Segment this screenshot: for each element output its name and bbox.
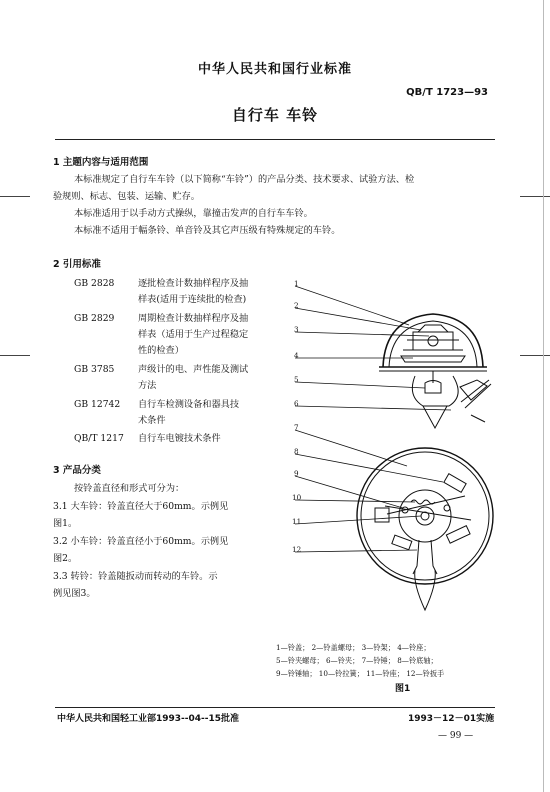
section-2-heading: 2 引用标准: [53, 259, 101, 270]
footer-rule: [55, 707, 495, 708]
figure-legend-line: 9—铃锤轴； 10—铃拉簧； 11—铃座； 12—铃扳手: [276, 669, 445, 678]
reference-row-3: [74, 362, 248, 377]
reference-row-2: [74, 311, 248, 326]
callout-number: 9: [294, 469, 299, 478]
reference-title-cont: 样表（适用于生产过程稳定: [138, 329, 249, 340]
scan-edge-line: [543, 0, 544, 792]
scan-edge-mark: [0, 196, 30, 197]
section-1-para-3: 本标准不适用于幅条铃、单音铃及其它声压级有特殊规定的车铃。: [74, 225, 341, 236]
section-3-heading: 3 产品分类: [53, 465, 101, 476]
reference-title: 声级计的电、声性能及测试: [138, 364, 249, 375]
reference-code: GB 2828: [74, 278, 115, 289]
reference-row-5: [74, 431, 221, 446]
callout-number: 3: [294, 325, 299, 334]
callout-number: 12: [292, 545, 302, 554]
callout-number: 4: [294, 351, 299, 360]
reference-title-cont: 方法: [138, 380, 157, 391]
section-3-intro: 按铃盖直径和形式可分为：: [74, 483, 185, 494]
reference-title-cont: 样表(适用于连续批的检查): [138, 294, 247, 305]
classification-3-2: 3.2 小车铃：铃盖直径小于60mm。示例见: [53, 536, 229, 547]
header-rule: [55, 139, 495, 140]
reference-code: GB 2829: [74, 313, 115, 324]
callout-number: 8: [294, 447, 299, 456]
approval-date: 中华人民共和国轻工业部1993--04--15批准: [57, 714, 240, 724]
reference-title-cont: 术条件: [138, 415, 166, 426]
bell-figure-drawing: [275, 270, 495, 630]
reference-title: 自行车电镀技术条件: [138, 433, 221, 444]
callout-number: 5: [294, 375, 299, 384]
classification-3-3-cont: 例见图3。: [53, 588, 96, 599]
reference-code: GB 3785: [74, 364, 115, 375]
classification-3-1: 3.1 大车铃：铃盖直径大于60mm。示例见: [53, 501, 229, 512]
classification-3-1-cont: 图1。: [53, 518, 78, 529]
callout-number: 11: [292, 517, 302, 526]
standard-name: 中华人民共和国行业标准: [197, 62, 352, 77]
document-title: 自行车 车铃: [231, 106, 319, 124]
reference-title: 逐批检查计数抽样程序及抽: [138, 278, 249, 289]
reference-title: 周期检查计数抽样程序及抽: [138, 313, 249, 324]
page-number: — 99 —: [438, 731, 474, 741]
reference-title-cont: 性的检查）: [138, 345, 184, 356]
scan-edge-mark: [0, 355, 30, 356]
figure-legend-line: 5—铃夹螺母； 6—铃夹； 7—铃锤； 8—铃底轴；: [276, 656, 438, 665]
figure-legend-line: 1—铃盖； 2—铃盖螺母； 3—铃架； 4—铃座；: [276, 643, 431, 652]
effective-date: 1993－12－01实施: [408, 714, 495, 724]
classification-3-3: 3.3 转铃：铃盖随扳动而转动的车铃。示: [53, 571, 218, 582]
reference-row-1: [74, 276, 248, 291]
reference-title: 自行车检测设备和器具技: [138, 399, 240, 410]
callout-number: 10: [292, 493, 302, 502]
callout-number: 7: [294, 423, 299, 432]
scan-edge-mark: [520, 196, 550, 197]
section-1-para-2: 本标准适用于以手动方式操纵，靠撞击发声的自行车车铃。: [74, 208, 313, 219]
reference-code: QB/T 1217: [74, 433, 124, 444]
reference-code: GB 12742: [74, 399, 121, 410]
callout-number: 6: [294, 399, 299, 408]
callout-number: 2: [294, 301, 299, 310]
figure-caption: 图1: [395, 684, 411, 694]
standard-code: QB/T 1723—93: [406, 87, 488, 98]
reference-row-4: [74, 397, 239, 412]
section-1-heading: 1 主题内容与适用范围: [53, 157, 149, 168]
scan-edge-mark: [520, 355, 550, 356]
callout-number: 1: [294, 279, 299, 288]
section-1-para-1b: 验规则、标志、包装、运输、贮存。: [53, 191, 200, 202]
classification-3-2-cont: 图2。: [53, 553, 78, 564]
section-1-para-1a: 本标准规定了自行车车铃（以下简称“车铃”）的产品分类、技术要求、试验方法、检: [74, 174, 415, 185]
